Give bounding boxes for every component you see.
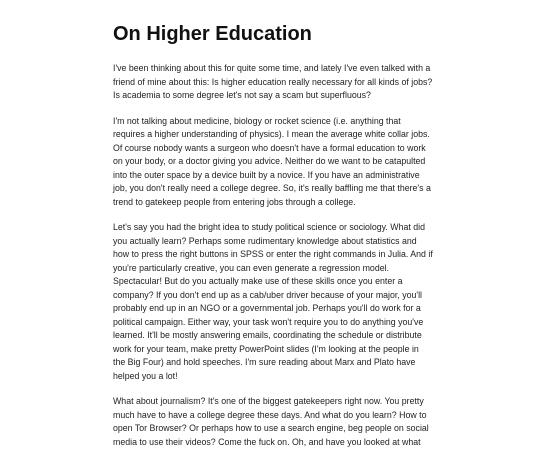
article-paragraph-journalism: What about journalism? It's one of the biggest gatekeepers right now. You pretty much have to have a college degree these days. And what do you learn? How to open Tor Browser? Or perhaps how to use a search engine, beg people on social media to use their videos? Come the fuck on. Oh, and have you looked at what — [113, 396, 429, 447]
article-paragraph-scope: I'm not talking about medicine, biology or rocket science (i.e. anything that requires a higher understanding of physics). I mean the average white collar jobs. Of course nobody wants a surgeon who doesn't have a formal education to work on your body, or a doctor giving you advice. Neither do we want to be catapulted into the outer space by a device built by a novice. If you have an administrative job, you don't really need a college degree. So, it's really baffling me that there's a trend to gatekeep people from entering jobs through a college. — [113, 115, 431, 207]
article-title: On Higher Education — [113, 23, 312, 45]
article-paragraph-intro: I've been thinking about this for quite some time, and lately I've even talked with a friend of mine about this: Is higher education really necessary for all kinds of jobs? Is academia to some degree let's not say a scam but superfluous? — [113, 63, 433, 100]
article-paragraph-political-science: Let's say you had the bright idea to study political science or sociology. What did you actually learn? Perhaps some rudimentary knowledge about statistics and how to press the right buttons in SPSS or enter the right commands in Julia. And if you're particularly creative, you can even generate a regression model. Spectacular! But do you actually make use of these skills once you enter a company? If you don't end up as a cab/uber driver because of your major, you'll probably end up in an NGO or a governmental job. Perhaps you'll do work for a political campaign. Either way, your task won't require you to do anything you've learned. It'll be mostly answering emails, coordinating the schedule or distribute work for your team, make pretty PowerPoint slides (I'm looking at the people in the Big Four) and hold speeches. I'm sure reading about Marx and Plato have helped you a lot! — [113, 222, 433, 381]
article — [113, 22, 433, 461]
